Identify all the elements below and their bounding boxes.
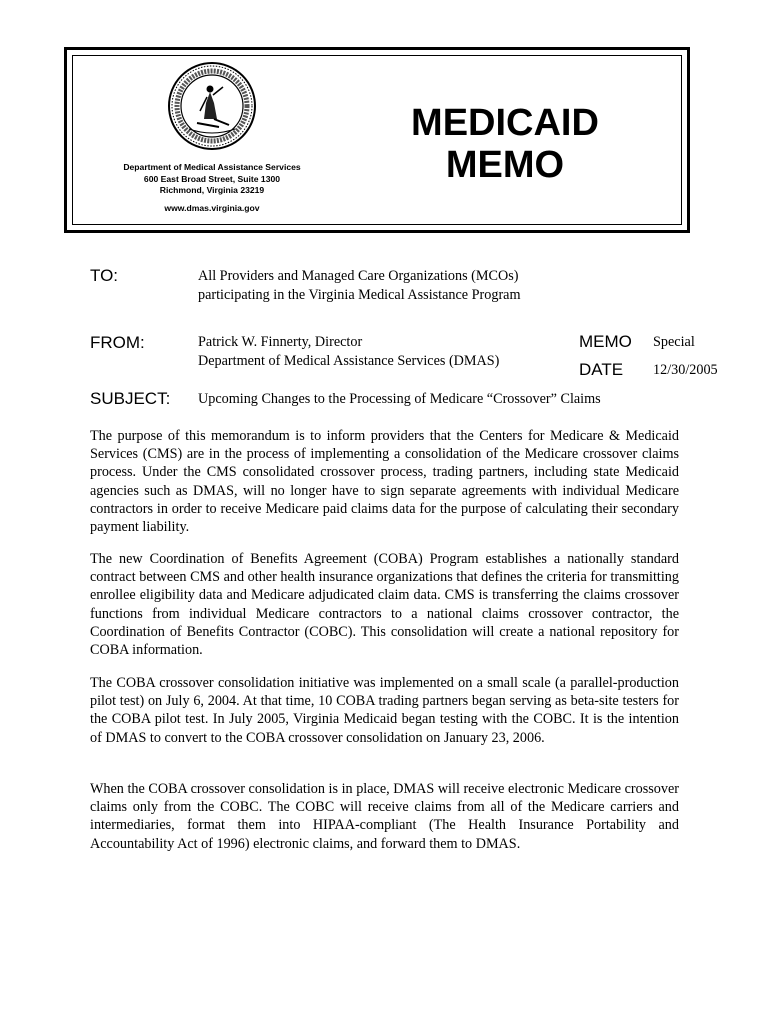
- date-value: 12/30/2005: [653, 362, 718, 378]
- subject-value: Upcoming Changes to the Processing of Medicare “Crossover” Claims: [198, 391, 601, 407]
- memo-type-label: MEMO: [579, 332, 632, 351]
- paragraph-purpose: The purpose of this memorandum is to inform providers that the Centers for Medicare & Medicaid Services (CMS) are in the process of implementing a consolidation of the Medicare crossover claims process. Under the CMS consolidated crossover process, trading partners, including state Medicaid agencies such as DMAS, will no longer have to sign separate agreements with individual Medicare contractors in order to receive Medicare paid claims data for the purpose of calculating their secondary payment liability.: [90, 428, 679, 536]
- paragraph-consolidation: When the COBA crossover consolidation is in place, DMAS will receive electronic Medicare crossover claims only from the COBC. The COBC will receive claims from all of the Medicare carriers and intermediaries, format them into HIPAA-compliant (The Health Insurance Portability and Accountability Act of 1996) electronic claims, and forward them to DMAS.: [90, 781, 679, 852]
- title-line-2: MEMO: [445, 144, 565, 186]
- date-label: DATE: [579, 360, 624, 379]
- memo-header: [64, 47, 690, 233]
- memo-type-value: Special: [653, 334, 695, 350]
- department-address: [88, 162, 336, 197]
- to-label: TO:: [90, 266, 119, 285]
- title-line-1: MEDICAID: [411, 102, 599, 144]
- virginia-seal-icon: [167, 61, 257, 151]
- to-value-line-2: participating in the Virginia Medical Assistance Program: [198, 287, 521, 303]
- to-value-line-1: All Providers and Managed Care Organizations (MCOs): [198, 268, 519, 284]
- subject-label: SUBJECT:: [90, 389, 171, 408]
- from-value-line-1: Patrick W. Finnerty, Director: [198, 334, 363, 350]
- from-value-line-2: Department of Medical Assistance Services (DMAS): [198, 353, 500, 369]
- website-url: www.dmas.virginia.gov: [164, 203, 260, 213]
- memo-title: [405, 102, 605, 186]
- city-state-zip: Richmond, Virginia 23219: [159, 185, 265, 195]
- paragraph-coba-program: The new Coordination of Benefits Agreement (COBA) Program establishes a nationally standard contract between CMS and other health insurance organizations that defines the criteria for transmitting enrollee eligibility data and Medicare adjudicated claim data. CMS is transferring the claims crossover functions from individual Medicare contractors to a national claims crossover contractor, the Coordination of Benefits Contractor (COBC). This consolidation will create a national repository for COBA information.: [90, 551, 679, 659]
- department-name: Department of Medical Assistance Services: [123, 162, 301, 172]
- header-inner-border: [72, 55, 682, 225]
- street-address: 600 East Broad Street, Suite 1300: [143, 173, 281, 184]
- from-label: FROM:: [90, 333, 145, 352]
- paragraph-pilot-test: The COBA crossover consolidation initiative was implemented on a small scale (a parallel-production pilot test) on July 6, 2004. At that time, 10 COBA trading partners began serving as beta-site testers for the COBA pilot test. In July 2005, Virginia Medicaid began testing with the COBC. It is the intention of DMAS to convert to the COBA crossover consolidation on January 23, 2006.: [90, 675, 679, 746]
